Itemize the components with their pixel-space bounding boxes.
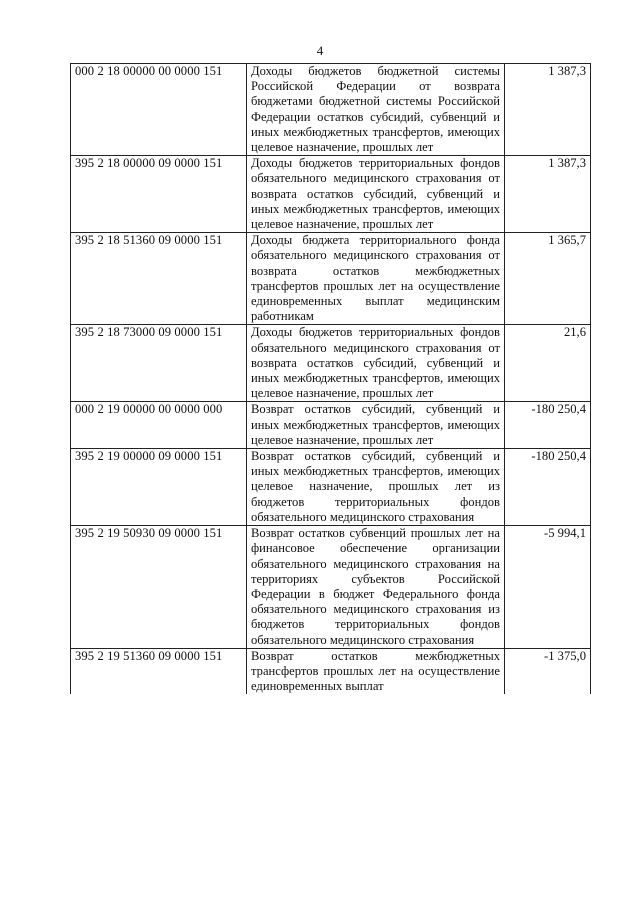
table-row [71, 648, 591, 694]
revenue-item-name: Доходы бюджетов бюджетной системы Российской Федерации от возврата бюджетами бюджетной системы Российской Федерации остатков субсидий, субвенций и иных межбюджетных трансфертов, имеющих целевое назначение, прошлых лет [247, 64, 505, 156]
amount-value: 1 387,3 [505, 156, 591, 233]
budget-classification-code: 395 2 18 51360 09 0000 151 [71, 233, 247, 325]
budget-classification-code: 395 2 18 73000 09 0000 151 [71, 325, 247, 402]
budget-classification-code: 395 2 18 00000 09 0000 151 [71, 156, 247, 233]
amount-value: -180 250,4 [505, 449, 591, 526]
budget-classification-code: 000 2 19 00000 00 0000 000 [71, 402, 247, 449]
budget-classification-code: 000 2 18 00000 00 0000 151 [71, 64, 247, 156]
table-row [71, 233, 591, 325]
revenue-item-name: Доходы бюджета территориального фонда обязательного медицинского страхования от возврата остатков межбюджетных трансфертов прошлых лет на осуществление единовременных выплат медицинским работникам [247, 233, 505, 325]
revenue-item-name: Возврат остатков субсидий, субвенций и иных межбюджетных трансфертов, имеющих целевое назначение, прошлых лет [247, 402, 505, 449]
amount-value: -180 250,4 [505, 402, 591, 449]
revenue-item-name: Возврат остатков субсидий, субвенций и иных межбюджетных трансфертов, имеющих целевое назначение, прошлых лет из бюджетов территориальных фондов обязательного медицинского страхования [247, 449, 505, 526]
budget-classification-code: 395 2 19 00000 09 0000 151 [71, 449, 247, 526]
revenue-item-name: Доходы бюджетов территориальных фондов обязательного медицинского страхования от возврата остатков субсидий, субвенций и иных межбюджетных трансфертов, имеющих целевое назначение, прошлых лет [247, 156, 505, 233]
revenue-item-name: Возврат остатков межбюджетных трансфертов прошлых лет на осуществление единовременных выплат [247, 648, 505, 694]
budget-classification-code: 395 2 19 51360 09 0000 151 [71, 648, 247, 694]
table-row [71, 325, 591, 402]
amount-value: 21,6 [505, 325, 591, 402]
table-row [71, 156, 591, 233]
table-row [71, 449, 591, 526]
amount-value: -1 375,0 [505, 648, 591, 694]
revenue-item-name: Возврат остатков субвенций прошлых лет на финансовое обеспечение организации обязательного медицинского страхования на территориях субъектов Российской Федерации в бюджет Федерального фонда обязательного медицинского страхования из бюджетов территориальных фондов обязательного медицинского страхования [247, 526, 505, 649]
table-row [71, 402, 591, 449]
revenue-item-name: Доходы бюджетов территориальных фондов обязательного медицинского страхования от возврата остатков субсидий, субвенций и иных межбюджетных трансфертов, имеющих целевое назначение, прошлых лет [247, 325, 505, 402]
amount-value: -5 994,1 [505, 526, 591, 649]
table-row [71, 526, 591, 649]
amount-value: 1 387,3 [505, 64, 591, 156]
page-number: 4 [316, 43, 324, 58]
table-row [71, 64, 591, 156]
amount-value: 1 365,7 [505, 233, 591, 325]
budget-classification-code: 395 2 19 50930 09 0000 151 [71, 526, 247, 649]
budget-revenue-table [70, 63, 591, 694]
